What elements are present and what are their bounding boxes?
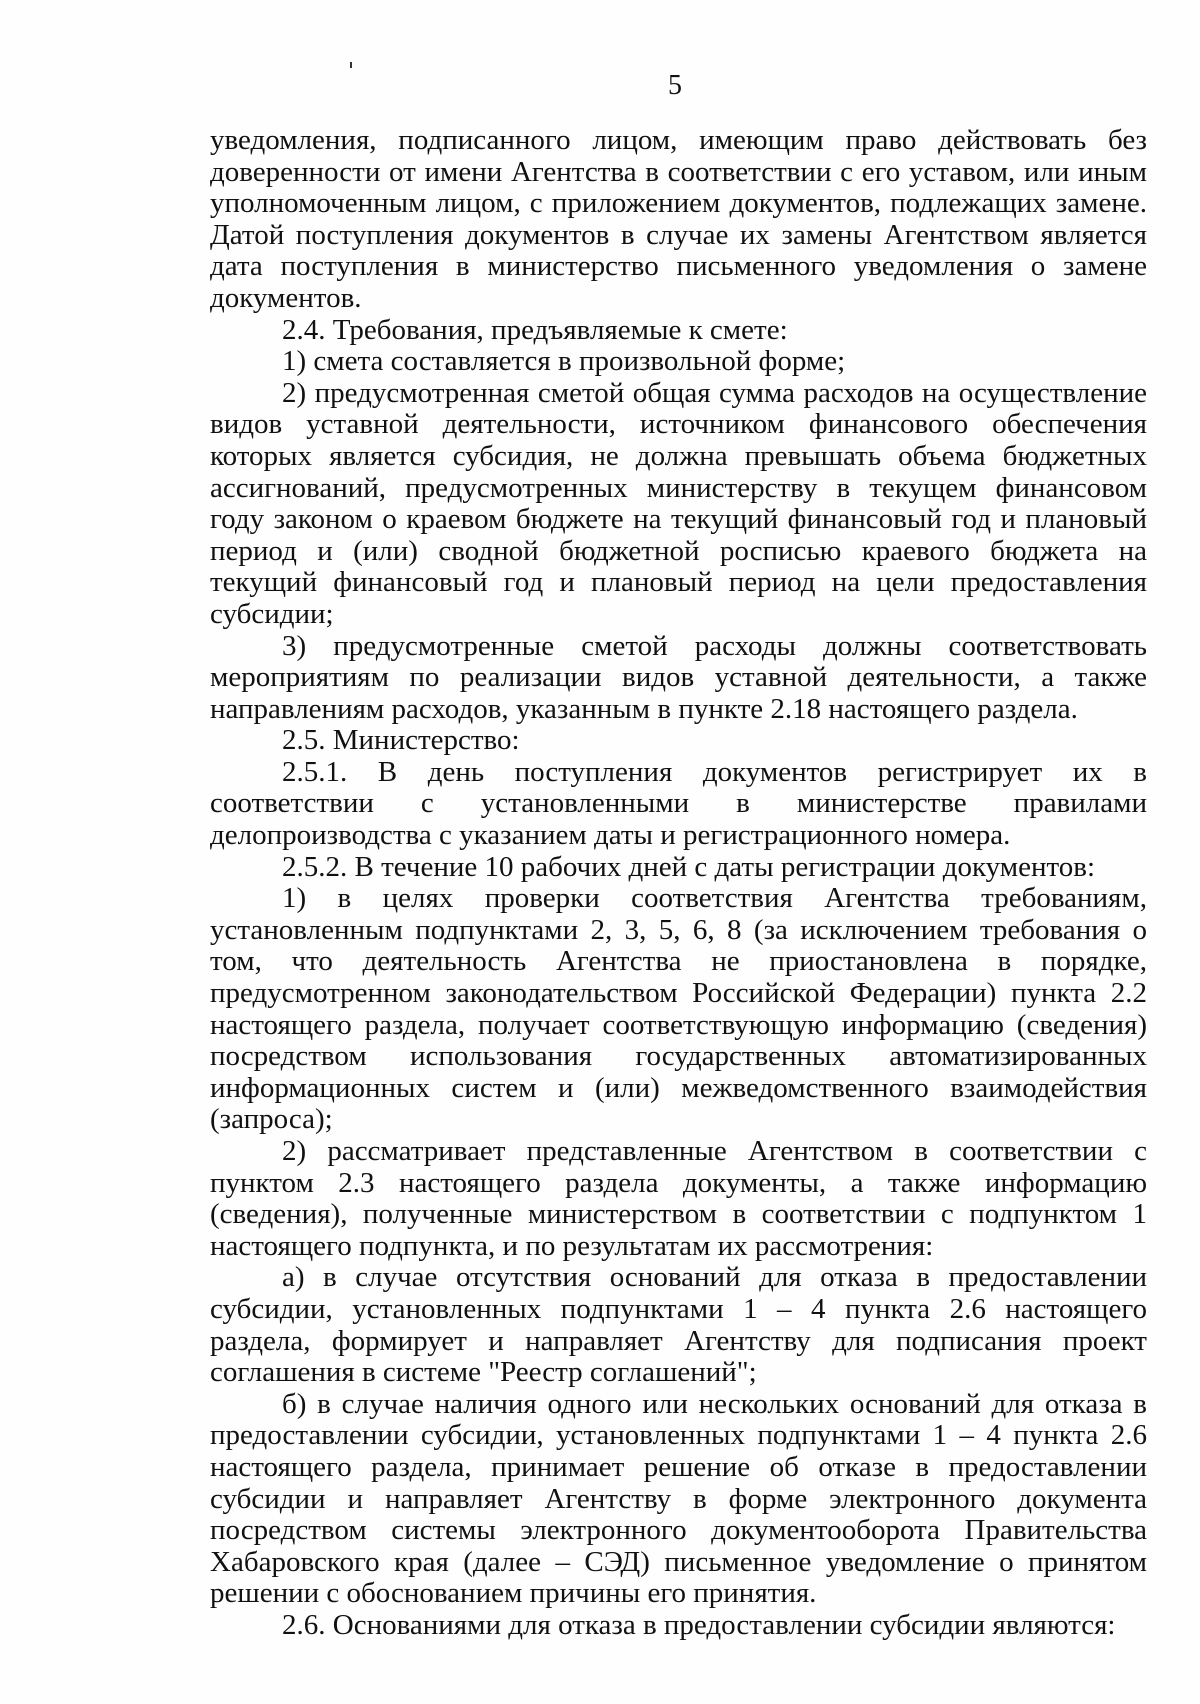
paragraph-2-5-2: 2.5.2. В течение 10 рабочих дней с даты регистрации документов:: [282, 850, 1096, 883]
scan-speck: [350, 62, 352, 68]
paragraph-2-5-2-item-1: 1) в целях проверки соответствия Агентства требованиям, установленным подпунктами 2, 3, 5, 6, 8 (за исключением требования о том, что деятельность Агентства не приостановлена в порядке, предусмотренном законодательством Российской Федерации) пункта 2.2 настоящего раздела, получает соответствующую информацию (сведения) посредством использования государственных автоматизированных информационных систем и (или) межведомственного взаимодействия (запроса);: [210, 882, 1147, 1136]
paragraph-2-4-item-2: 2) предусмотренная сметой общая сумма расходов на осуществление видов уставной деятельности, источником финансового обеспечения которых является субсидия, не должна превышать объема бюджетных ассигнований, предусмотренных министерству в текущем финансовом году законом о краевом бюджете на текущий финансовый год и плановый период и (или) сводной бюджетной росписью краевого бюджета на текущий финансовый год и плановый период на цели предоставления субсидии;: [210, 376, 1147, 630]
paragraph-2-4-item-3: 3) предусмотренные сметой расходы должны соответствовать мероприятиям по реализации видов уставной деятельности, а также направлениям расходов, указанным в пункте 2.18 настоящего раздела.: [210, 629, 1147, 725]
paragraph-2-4-item-1: 1) смета составляется в произвольной форме;: [282, 345, 846, 378]
paragraph-continuation: уведомления, подписанного лицом, имеющим право действовать без доверенности от имени Агентства в соответствии с его уставом, или иным уполномоченным лицом, с приложением документов, подлежащих замене. Датой поступления документов в случае их замены Агентством является дата поступления в министерство письменного уведомления о замене документов.: [210, 124, 1147, 314]
paragraph-2-6: 2.6. Основаниями для отказа в предоставлении субсидии являются:: [282, 1608, 1116, 1641]
paragraph-2-5: 2.5. Министерство:: [282, 724, 520, 757]
paragraph-2-4: 2.4. Требования, предъявляемые к смете:: [282, 313, 788, 346]
paragraph-2-5-1: 2.5.1. В день поступления документов регистрирует их в соответствии с установленными в министерстве правилами делопроизводства с указанием даты и регистрационного номера.: [210, 755, 1147, 852]
document-body: [210, 125, 1147, 1642]
page-number: 5: [668, 70, 682, 101]
paragraph-2-5-2-item-2a: а) в случае отсутствия оснований для отказа в предоставлении субсидии, установленных подпунктами 1 – 4 пункта 2.6 настоящего раздела, формирует и направляет Агентству для подписания проект соглашения в системе "Реестр соглашений";: [210, 1261, 1147, 1389]
paragraph-2-5-2-item-2b: б) в случае наличия одного или нескольких оснований для отказа в предоставлении субсидии, установленных подпунктами 1 – 4 пункта 2.6 настоящего раздела, принимает решение об отказе в предоставлении субсидии и направляет Агентству в форме электронного документа посредством системы электронного документооборота Правительства Хабаровского края (далее – СЭД) письменное уведомление о принятом решении с обоснованием причины его принятия.: [210, 1387, 1147, 1610]
paragraph-2-5-2-item-2: 2) рассматривает представленные Агентством в соответствии с пунктом 2.3 настоящего раздела документы, а также информацию (сведения), полученные министерством в соответствии с подпунктом 1 настоящего подпункта, и по результатам их рассмотрения:: [210, 1135, 1147, 1262]
